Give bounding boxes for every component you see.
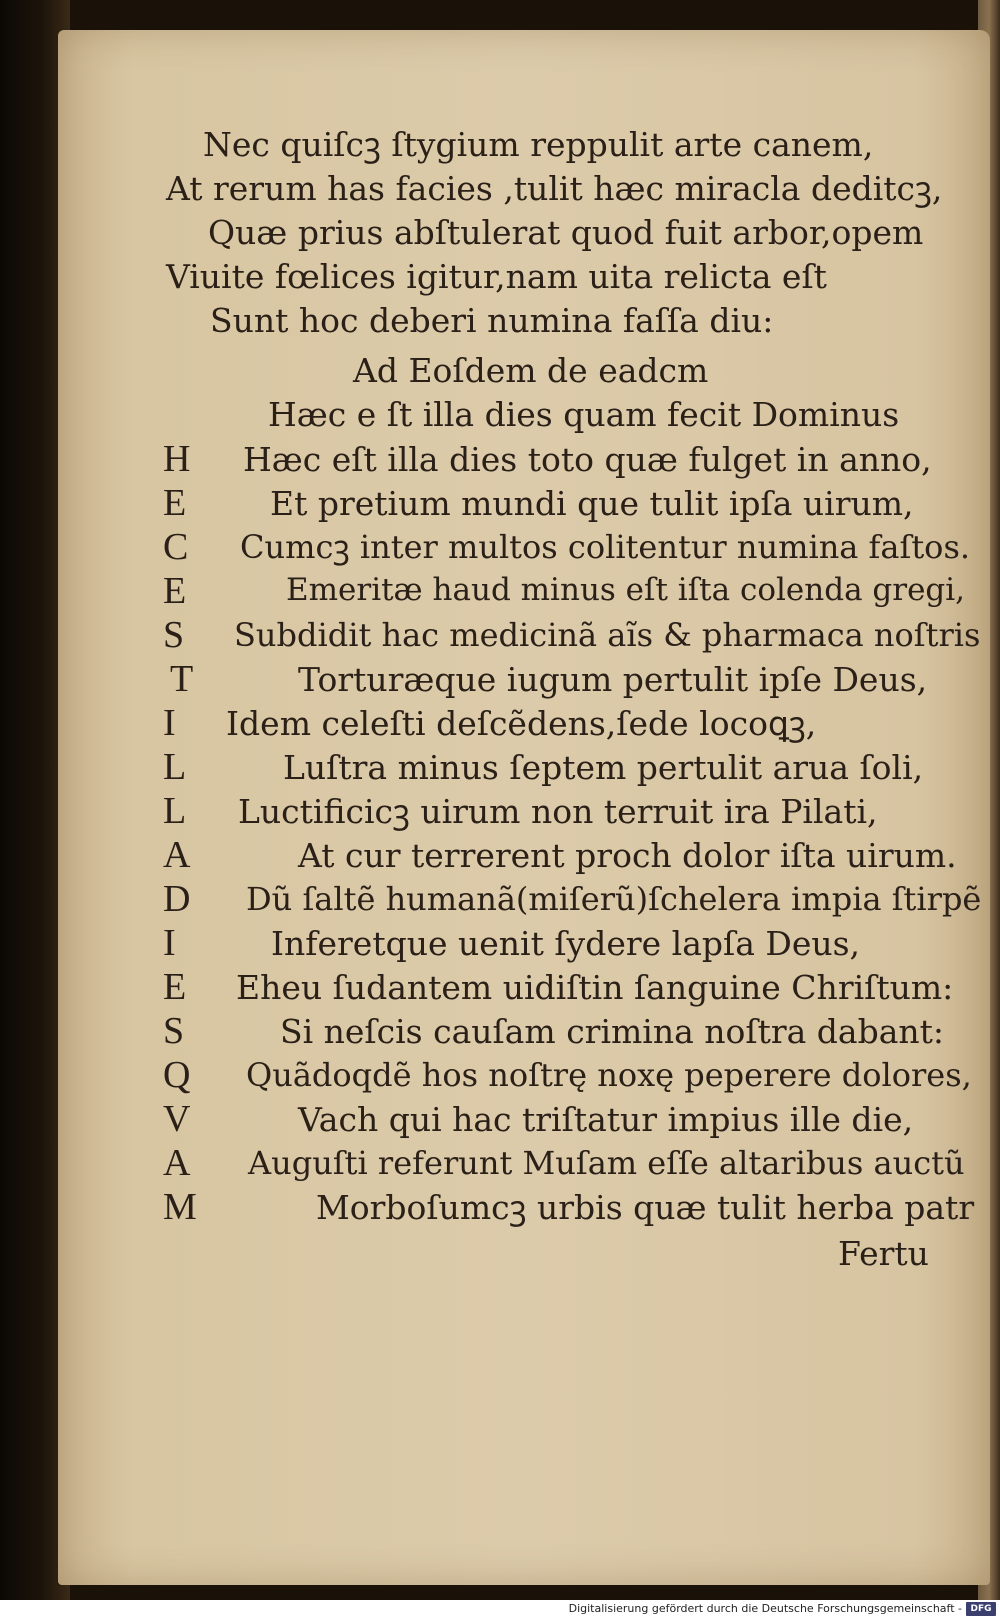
acrostic-initial: S — [163, 614, 185, 656]
acrostic-initial: L — [163, 746, 187, 788]
acrostic-line: Si neſcis cauſam crimina noſtra dabant: — [280, 1012, 945, 1051]
acrostic-line: Hæc eſt illa dies toto quæ fulget in anno, — [243, 440, 932, 479]
acrostic-initial: V — [163, 1098, 191, 1140]
acrostic-line: Inferetque uenit ſydere lapſa Deus, — [271, 924, 861, 963]
acrostic-line: At cur terrerent proch dolor iſta uirum. — [298, 836, 957, 875]
acrostic-initial: A — [163, 834, 191, 876]
acrostic-line: Auguſti referunt Muſam eſſe altaribus auctũ — [248, 1144, 965, 1182]
poem-line-1: Nec quiſcꝫ ſtygium reppulit arte canem, — [203, 125, 874, 164]
acrostic-line: Quãdoqdẽ hos noſtrę noxę peperere dolores, — [246, 1056, 972, 1094]
acrostic-initial: D — [163, 878, 191, 920]
acrostic-line: Morboſumcꝫ urbis quæ tulit herba patr — [316, 1188, 975, 1227]
acrostic-initial: E — [163, 966, 187, 1008]
acrostic-initial: M — [163, 1186, 197, 1228]
acrostic-line: Luctificicꝫ uirum non terruit ira Pilati, — [238, 792, 878, 831]
digitization-footer — [0, 1600, 1000, 1619]
acrostic-initial: H — [163, 438, 191, 480]
acrostic-initial: S — [163, 1010, 185, 1052]
acrostic-initial: E — [163, 482, 187, 524]
poem-line-3: Quæ prius abſtulerat quod fuit arbor,opem — [208, 213, 924, 252]
poem-line-2: At rerum has facies ,tulit hæc miracla deditcꝫ, — [166, 169, 943, 208]
book-page — [58, 30, 990, 1585]
acrostic-line: Subdidit hac medicinã aĩs & pharmaca noſtris — [234, 616, 981, 654]
footer-credit: Digitalisierung gefördert durch die Deutsche Forschungsgemeinschaft - — [568, 1602, 962, 1615]
acrostic-initial: Q — [163, 1054, 191, 1096]
acrostic-initial: E — [163, 570, 187, 612]
poem-line-5: Sunt hoc deberi numina faſſa diu: — [210, 301, 774, 340]
acrostic-initial: L — [163, 790, 187, 832]
acrostic-line: Et pretium mundi que tulit ipſa uirum, — [270, 484, 914, 523]
acrostic-initial: T — [170, 658, 194, 700]
acrostic-line: Dũ ſaltẽ humanã(miſerũ)ſchelera impia ſtirpẽ — [246, 880, 982, 918]
acrostic-line: Emeritæ haud minus eſt iſta colenda gregi, — [286, 572, 966, 608]
poem-line-4: Viuite fœlices igitur,nam uita relicta eſt — [166, 257, 827, 296]
acrostic-line: Eheu ſudantem uidiſtin ſanguine Chriſtum: — [236, 968, 954, 1007]
acrostic-line: Idem celeſti deſcẽdens,ſede locoꝗꝫ, — [226, 704, 817, 743]
acrostic-initial: A — [163, 1142, 191, 1184]
acrostic-line: Vach qui hac triſtatur impius ille die, — [298, 1100, 914, 1139]
acrostic-initial: I — [163, 702, 176, 744]
acrostic-line: Luſtra minus ſeptem pertulit arua ſoli, — [283, 748, 924, 787]
acrostic-initial: I — [163, 922, 176, 964]
acrostic-initial: C — [163, 526, 189, 568]
poem-heading: Ad Eoſdem de eadcm — [353, 351, 709, 390]
catchword: Fertu — [838, 1234, 929, 1273]
poem-subheading: Hæc e ſt illa dies quam fecit Dominus — [268, 395, 900, 434]
dfg-logo-icon: DFG — [966, 1602, 996, 1616]
acrostic-line: Cumcꝫ inter multos colitentur numina faſtos. — [240, 528, 971, 566]
acrostic-line: Torturæque iugum pertulit ipſe Deus, — [298, 660, 928, 699]
